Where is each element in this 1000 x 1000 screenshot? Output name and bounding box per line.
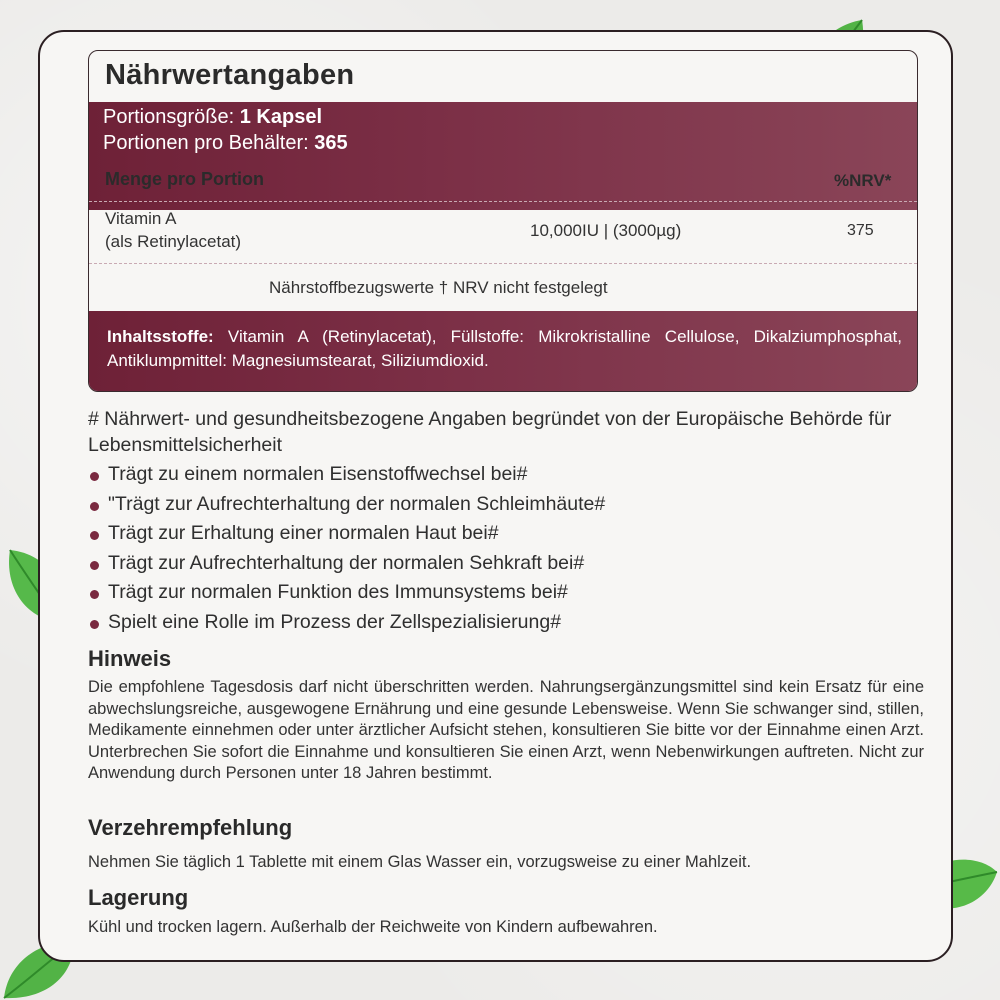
header-nrv: %NRV* [834, 171, 892, 190]
nutrient-nrv: 375 [847, 222, 874, 239]
claim-text: Spielt eine Rolle im Prozess der Zellspezialisierung# [108, 610, 562, 633]
hinweis-heading: Hinweis [88, 646, 172, 671]
nutrition-facts-panel [88, 50, 918, 392]
ingredients-list: Vitamin A (Retinylacetat), Füllstoffe: Mikrokristalline Cellulose, Dikalziumphosphat, Antiklumpmittel: Magnesiumstearat, Siliziumdioxid. [107, 327, 902, 370]
ingredients-band [89, 311, 917, 392]
bullet-icon [90, 561, 99, 570]
verzehr-heading: Verzehrempfehlung [88, 815, 293, 840]
servings-value: 365 [314, 132, 348, 154]
bullet-icon [90, 472, 99, 481]
verzehr-text: Nehmen Sie täglich 1 Tablette mit einem Glas Wasser ein, vorzugsweise zu einer Mahlzeit. [88, 853, 752, 871]
list-item [88, 460, 898, 490]
nutrient-subname: (als Retinylacetat) [105, 232, 242, 251]
list-item [88, 608, 898, 638]
bullet-icon [90, 620, 99, 629]
bullet-icon [90, 502, 99, 511]
list-item [88, 549, 898, 579]
hinweis-text: Die empfohlene Tagesdosis darf nicht überschritten werden. Nahrungsergänzungsmittel sind kein Ersatz für eine abwechslungsreiche, ausgewogene Ernährung und eine gesunde Lebensweise. Wenn Sie schwanger sind, stillen, Medikamente einnehmen oder unter ärztlicher Aufsicht stehen, konsultieren Sie bitte vor der Einnahme einen Arzt. Unterbrechen Sie sofort die Einnahme und konsultieren Sie einen Arzt, wenn Nebenwirkungen auftreten. Nicht zur Anwendung durch Personen unter 18 Jahren bestimmt. [88, 678, 924, 783]
list-item [88, 490, 898, 520]
claim-text: Trägt zur normalen Funktion des Immunsystems bei# [108, 581, 568, 604]
claims-intro: # Nährwert- und gesundheitsbezogene Angaben begründet von der Europäische Behörde für Lebensmittelsicherheit [88, 408, 892, 456]
nutrition-title: Nährwertangaben [105, 59, 355, 91]
claim-text: "Trägt zur Aufrechterhaltung der normalen Schleimhäute# [108, 492, 606, 515]
ingredients-text [107, 325, 902, 373]
claim-text: Trägt zu einem normalen Eisenstoffwechsel bei# [108, 463, 528, 485]
divider [89, 263, 917, 264]
lagerung-heading: Lagerung [88, 885, 189, 910]
ingredients-label: Inhaltsstoffe: [107, 327, 214, 346]
claim-text: Trägt zur Aufrechterhaltung der normalen Sehkraft bei# [108, 551, 585, 574]
lagerung-text: Kühl und trocken lagern. Außerhalb der Reichweite von Kindern aufbewahren. [88, 918, 658, 936]
serving-size-value: 1 Kapsel [239, 106, 322, 128]
servings-label: Portionen pro Behälter: [103, 132, 315, 154]
header-amount: Menge pro Portion [105, 169, 264, 189]
claims-list [88, 460, 898, 638]
nutrient-amount: 10,000IU | (3000µg) [530, 221, 682, 240]
list-item [88, 578, 898, 608]
bullet-icon [90, 590, 99, 599]
claim-text: Trägt zur Erhaltung einer normalen Haut bei# [108, 522, 499, 545]
list-item [88, 519, 898, 549]
bullet-icon [90, 531, 99, 540]
nutrient-name: Vitamin A [105, 209, 177, 228]
serving-size [103, 104, 322, 130]
divider [89, 201, 917, 202]
servings-per-container [103, 130, 348, 156]
nrv-footnote: Nährstoffbezugswerte † NRV nicht festgelegt [269, 278, 608, 297]
serving-size-label: Portionsgröße: [103, 106, 240, 128]
serving-band [89, 102, 917, 210]
